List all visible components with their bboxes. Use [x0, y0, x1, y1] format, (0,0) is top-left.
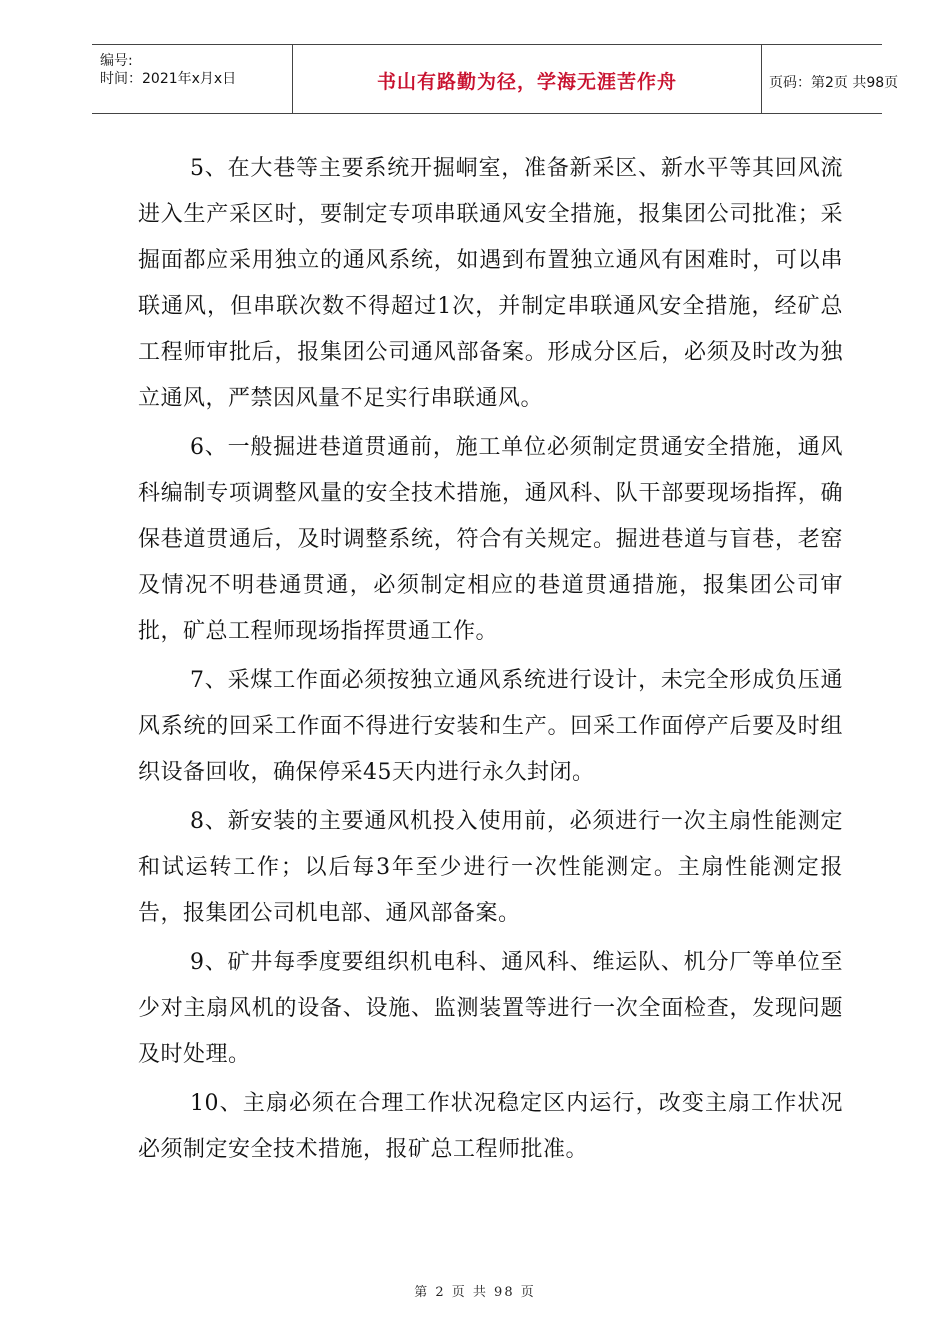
document-body	[138, 146, 843, 1176]
page-header	[92, 44, 899, 114]
header-left-cell	[92, 45, 292, 113]
header-motto-cell	[292, 45, 762, 113]
header-motto: 书山有路勤为径，学海无涯苦作舟	[376, 71, 677, 93]
page-footer: 第 2 页 共 98 页	[414, 1285, 536, 1300]
serial-label: 编号:	[100, 53, 133, 69]
header-right-cell	[761, 45, 899, 113]
paragraph-5: 5、在大巷等主要系统开掘峒室，准备新采区、新水平等其回风流进入生产采区时，要制定专项串联通风安全措施，报集团公司批准；采掘面都应采用独立的通风系统，如遇到布置独立通风有困难时，可以串联通风，但串联次数不得超过1次，并制定串联通风安全措施，经矿总工程师审批后，报集团公司通风部备案。形成分区后，必须及时改为独立通风，严禁因风量不足实行串联通风。	[138, 156, 843, 411]
paragraph-9: 9、矿井每季度要组织机电科、通风科、维运队、机分厂等单位至少对主扇风机的设备、设施、监测装置等进行一次全面检查，发现问题及时处理。	[138, 950, 843, 1067]
page-label: 页码：第2页 共98页	[769, 75, 899, 91]
paragraph-8: 8、新安装的主要通风机投入使用前，必须进行一次主扇性能测定和试运转工作；以后每3年至少进行一次性能测定。主扇性能测定报告，报集团公司机电部、通风部备案。	[138, 809, 843, 926]
paragraph-6: 6、一般掘进巷道贯通前，施工单位必须制定贯通安全措施，通风科编制专项调整风量的安全技术措施，通风科、队干部要现场指挥，确保巷道贯通后，及时调整系统，符合有关规定。掘进巷道与盲巷，老窑及情况不明巷通贯通，必须制定相应的巷道贯通措施，报集团公司审批，矿总工程师现场指挥贯通工作。	[138, 435, 843, 644]
paragraph-10: 10、主扇必须在合理工作状况稳定区内运行，改变主扇工作状况必须制定安全技术措施，报矿总工程师批准。	[138, 1091, 843, 1162]
time-label: 时间：2021年x月x日	[100, 71, 237, 87]
paragraph-7: 7、采煤工作面必须按独立通风系统进行设计，未完全形成负压通风系统的回采工作面不得进行安装和生产。回采工作面停产后要及时组织设备回收，确保停采45天内进行永久封闭。	[138, 668, 843, 785]
